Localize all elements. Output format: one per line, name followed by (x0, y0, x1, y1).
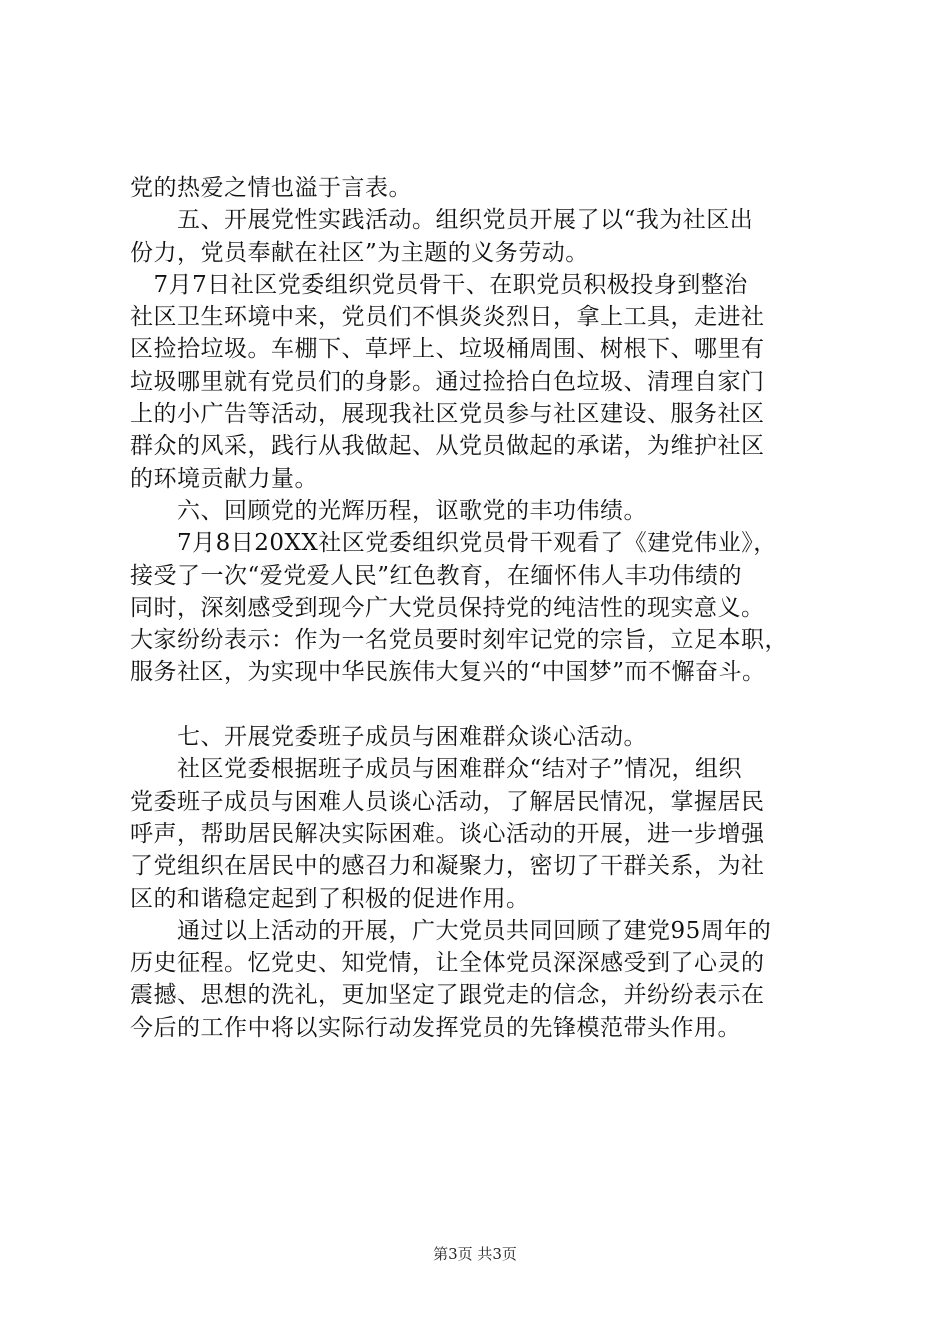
text-line: 服务社区，为实现中华民族伟大复兴的“中国梦”而不懈奋斗。 (130, 659, 766, 686)
blank-line (130, 689, 835, 721)
text-line: 党的热爱之情也溢于言表。 (130, 175, 412, 201)
text-line: 社区党委根据班子成员与困难群众“结对子”情况，组织 (130, 756, 743, 783)
document-body (130, 172, 835, 1044)
section-heading-6: 六、回顾党的光辉历程，讴歌党的丰功伟绩。 (130, 497, 647, 524)
text-line: 份力，党员奉献在社区”为主题的义务劳动。 (130, 239, 589, 266)
text-line: 震撼、思想的洗礼，更加坚定了跟党走的信念，并纷纷表示在 (130, 982, 765, 1009)
text-line: 党委班子成员与困难人员谈心活动，了解居民情况，掌握居民 (130, 788, 765, 815)
text-line: 大家纷纷表示：作为一名党员要时刻牢记党的宗旨，立足本职， (130, 627, 788, 654)
text-line: 社区卫生环境中来，党员们不惧炎炎烈日，拿上工具，走进社 (130, 304, 765, 331)
text-line: 区的和谐稳定起到了积极的促进作用。 (130, 885, 530, 912)
text-line: 历史征程。忆党史、知党情，让全体党员深深感受到了心灵的 (130, 950, 765, 977)
section-heading-7: 七、开展党委班子成员与困难群众谈心活动。 (130, 724, 647, 751)
page-number-footer: 第3页 共3页 (433, 1245, 517, 1263)
text-line: 的环境贡献力量。 (130, 465, 318, 492)
text-line: 7月7日社区党委组织党员骨干、在职党员积极投身到整治 (130, 271, 748, 298)
text-line: 今后的工作中将以实际行动发挥党员的先锋模范带头作用。 (130, 1014, 741, 1041)
text-line: 了党组织在居民中的感召力和凝聚力，密切了干群关系，为社 (130, 853, 765, 880)
text-line: 上的小广告等活动，展现我社区党员参与社区建设、服务社区 (130, 401, 765, 428)
text-line: 垃圾哪里就有党员们的身影。通过捡拾白色垃圾、清理自家门 (130, 368, 765, 395)
section-heading-5: 五、开展党性实践活动。组织党员开展了以“我为社区出 (130, 207, 754, 234)
text-line: 接受了一次“爱党爱人民”红色教育，在缅怀伟人丰功伟绩的 (130, 562, 743, 589)
text-line: 7月8日20XX社区党委组织党员骨干观看了《建党伟业》， (130, 530, 777, 557)
text-line: 通过以上活动的开展，广大党员共同回顾了建党95周年的 (130, 917, 772, 944)
text-line: 呼声，帮助居民解决实际困难。谈心活动的开展，进一步增强 (130, 820, 765, 847)
text-line: 同时，深刻感受到现今广大党员保持党的纯洁性的现实意义。 (130, 594, 765, 621)
text-line: 区捡拾垃圾。车棚下、草坪上、垃圾桶周围、树根下、哪里有 (130, 336, 765, 363)
text-line: 群众的风采，践行从我做起、从党员做起的承诺，为维护社区 (130, 433, 765, 460)
